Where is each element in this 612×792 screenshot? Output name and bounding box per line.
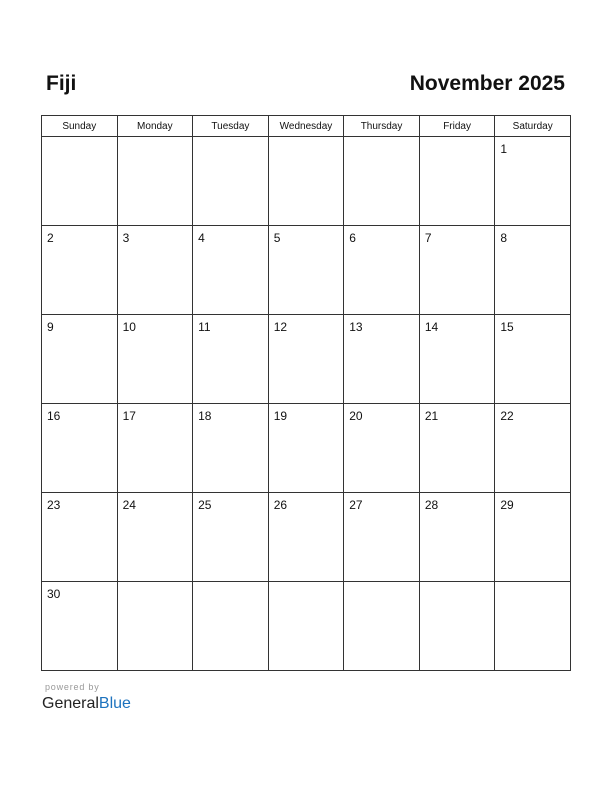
day-number <box>193 137 268 142</box>
day-number: 21 <box>424 409 439 423</box>
day-number: 4 <box>198 231 205 245</box>
day-cell <box>117 226 193 315</box>
day-cell <box>495 226 571 315</box>
day-number: 10 <box>122 320 136 334</box>
weekday-saturday: Saturday <box>495 116 571 137</box>
day-cell <box>42 582 118 671</box>
day-cell <box>117 315 193 404</box>
day-cell <box>268 582 344 671</box>
day-number: 15 <box>500 320 514 334</box>
week-row-6 <box>42 582 571 671</box>
day-cell <box>42 226 118 315</box>
day-cell <box>495 315 571 404</box>
day-cell <box>193 493 269 582</box>
day-number: 12 <box>273 320 288 334</box>
day-number <box>269 582 344 587</box>
day-number: 6 <box>349 231 356 245</box>
day-number: 7 <box>424 231 432 245</box>
day-number: 14 <box>424 320 439 334</box>
day-cell <box>495 404 571 493</box>
day-number: 24 <box>122 498 136 512</box>
weekday-sunday: Sunday <box>42 116 118 137</box>
day-number <box>344 137 419 142</box>
day-number: 26 <box>273 498 288 512</box>
brand-general: General <box>42 695 99 712</box>
day-number: 3 <box>122 231 130 245</box>
day-number: 8 <box>500 231 508 245</box>
day-cell <box>344 315 420 404</box>
day-number: 30 <box>47 587 61 601</box>
day-cell <box>419 404 495 493</box>
day-cell <box>344 226 420 315</box>
day-cell <box>193 582 269 671</box>
day-number: 25 <box>198 498 212 512</box>
calendar-grid <box>41 115 571 671</box>
brand-logo <box>42 694 131 714</box>
day-cell <box>344 582 420 671</box>
day-number: 11 <box>198 320 211 334</box>
day-number <box>42 137 117 142</box>
day-number <box>420 137 495 142</box>
day-cell <box>268 226 344 315</box>
powered-by-label: powered by <box>45 682 100 692</box>
day-cell <box>193 315 269 404</box>
day-cell <box>344 493 420 582</box>
day-cell <box>419 582 495 671</box>
day-cell <box>495 493 571 582</box>
day-number: 28 <box>424 498 439 512</box>
day-number <box>344 582 419 587</box>
day-cell <box>268 493 344 582</box>
week-row-3 <box>42 315 571 404</box>
day-number: 22 <box>500 409 514 423</box>
day-cell <box>193 404 269 493</box>
day-number: 27 <box>349 498 363 512</box>
day-cell <box>268 137 344 226</box>
day-cell <box>117 582 193 671</box>
weekday-thursday: Thursday <box>344 116 420 137</box>
day-cell <box>117 137 193 226</box>
weekday-tuesday: Tuesday <box>193 116 269 137</box>
day-number <box>118 137 193 142</box>
brand-blue: Blue <box>98 695 131 712</box>
day-cell <box>419 315 495 404</box>
day-cell <box>419 137 495 226</box>
day-number: 9 <box>47 320 54 334</box>
weekday-friday: Friday <box>419 116 495 137</box>
day-number: 1 <box>500 142 508 156</box>
day-number: 2 <box>47 231 54 245</box>
day-number: 29 <box>500 498 514 512</box>
day-number <box>118 582 193 587</box>
day-number <box>193 582 268 587</box>
week-row-5 <box>42 493 571 582</box>
day-number <box>269 137 344 142</box>
day-cell <box>495 582 571 671</box>
day-cell <box>42 137 118 226</box>
day-cell <box>495 137 571 226</box>
day-number: 19 <box>273 409 288 423</box>
day-number <box>495 582 570 587</box>
day-number: 23 <box>47 498 61 512</box>
day-cell <box>42 315 118 404</box>
day-cell <box>419 493 495 582</box>
week-row-2 <box>42 226 571 315</box>
day-number: 13 <box>349 320 363 334</box>
day-cell <box>344 404 420 493</box>
day-cell <box>419 226 495 315</box>
week-row-4 <box>42 404 571 493</box>
day-cell <box>268 315 344 404</box>
month-title: November 2025 <box>409 72 565 95</box>
day-cell <box>193 226 269 315</box>
day-number <box>420 582 495 587</box>
day-cell <box>344 137 420 226</box>
day-cell <box>117 493 193 582</box>
day-cell <box>268 404 344 493</box>
day-cell <box>42 493 118 582</box>
weekday-monday: Monday <box>117 116 193 137</box>
day-number: 20 <box>349 409 363 423</box>
country-name: Fiji <box>46 72 77 95</box>
day-number: 5 <box>273 231 281 245</box>
week-row-1 <box>42 137 571 226</box>
weekday-wednesday: Wednesday <box>268 116 344 137</box>
weekday-header-row <box>42 116 571 137</box>
day-number: 16 <box>47 409 61 423</box>
day-number: 17 <box>122 409 136 423</box>
day-cell <box>42 404 118 493</box>
day-cell <box>117 404 193 493</box>
day-cell <box>193 137 269 226</box>
day-number: 18 <box>198 409 212 423</box>
